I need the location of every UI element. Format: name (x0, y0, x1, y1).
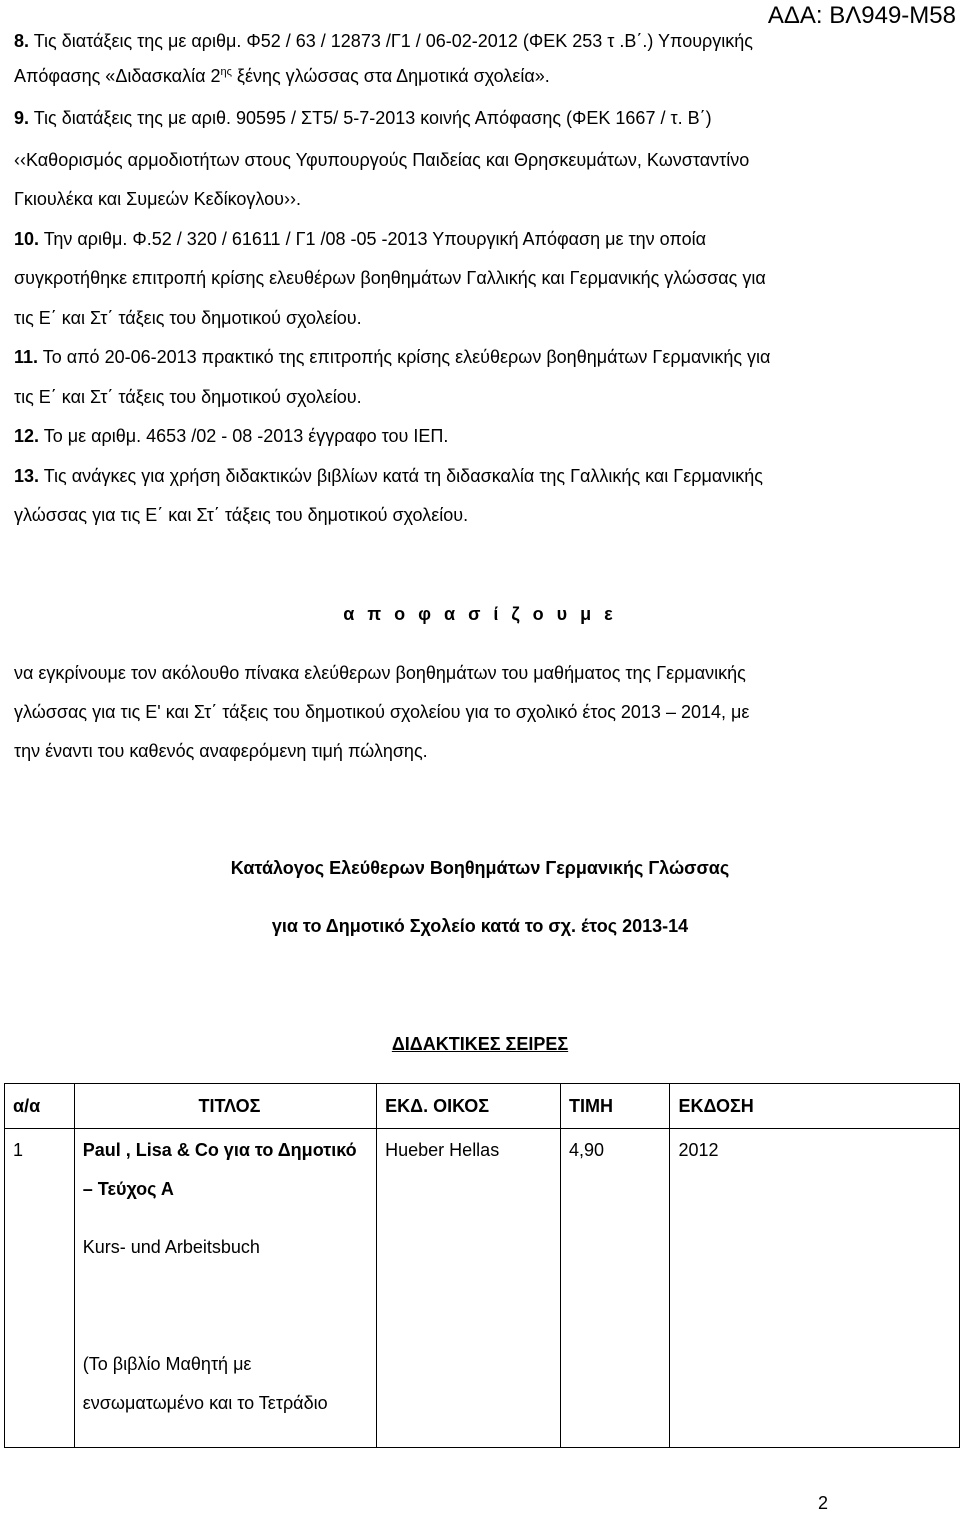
title-bold-line-1: Paul , Lisa & Co για το Δημοτικό (82, 1140, 357, 1160)
item-13-line-1 (14, 466, 763, 487)
item-11-line-1 (14, 347, 770, 368)
cell-publisher: Hueber Hellas (377, 1129, 561, 1448)
item-11-line-2: τις Ε΄ και Στ΄ τάξεις του δημοτικού σχολείου. (14, 387, 362, 407)
item-number: 13. (14, 466, 40, 486)
cell-edition: 2012 (670, 1129, 960, 1448)
item-10-line-3: τις Ε΄ και Στ΄ τάξεις του δημοτικού σχολείου. (14, 308, 362, 328)
cell-num: 1 (5, 1129, 75, 1448)
item-text: Τις διατάξεις της με αριθ. 90595 / ΣΤ5/ 5-7-2013 κοινής Απόφασης (ΦΕΚ 1667 / τ. Β΄) (33, 108, 712, 128)
ada-code: ΑΔΑ: ΒΛ949-Μ58 (767, 2, 956, 29)
title-note-line-1: (Το βιβλίο Μαθητή με (82, 1354, 252, 1374)
header-cell-publisher: ΕΚΔ. ΟΙΚΟΣ (377, 1084, 561, 1129)
catalog-subtitle: για το Δημοτικό Σχολείο κατά το σχ. έτος 2013-14 (271, 916, 689, 936)
item-text: ξένης γλώσσας στα Δημοτικά σχολεία». (231, 66, 550, 86)
decision-line-3: την έναντι του καθενός αναφερόμενη τιμή πώλησης. (14, 741, 428, 761)
item-9-line-3: Γκιουλέκα και Συμεών Κεδίκογλου››. (14, 189, 301, 209)
header-cell-price: ΤΙΜΗ (561, 1084, 670, 1129)
item-number: 9. (14, 108, 30, 128)
table-row (5, 1129, 960, 1448)
decision-heading: α π ο φ α σ ί ζ ο υ μ ε (343, 604, 617, 624)
item-text: Τις διατάξεις της με αριθμ. Φ52 / 63 / 12873 /Γ1 / 06-02-2012 (ΦΕΚ 253 τ .Β΄.) Υπουργικής (33, 31, 753, 51)
item-8-line-2 (14, 66, 550, 87)
header-cell-num: α/α (5, 1084, 75, 1129)
table-header-row (5, 1084, 960, 1129)
item-12-line-1 (14, 426, 448, 447)
title-note-line-2: ενσωματωμένο και το Τετράδιο (82, 1393, 328, 1413)
item-text: Την αριθμ. Φ.52 / 320 / 61611 / Γ1 /08 -05 -2013 Υπουργική Απόφαση με την οποία (39, 229, 707, 249)
item-8-line-1 (14, 31, 753, 52)
catalog-table (4, 1083, 960, 1448)
item-text: Απόφασης «Διδασκαλία 2 (14, 66, 221, 86)
item-number: 12. (14, 426, 40, 446)
catalog-section: ΔΙΔΑΚΤΙΚΕΣ ΣΕΙΡΕΣ (391, 1034, 569, 1054)
item-number: 8. (14, 31, 30, 51)
header-cell-edition: ΕΚΔΟΣΗ (670, 1084, 960, 1129)
title-subtitle: Kurs- und Arbeitsbuch (82, 1237, 260, 1257)
item-text: Το με αριθμ. 4653 /02 - 08 -2013 έγγραφο του ΙΕΠ. (39, 426, 449, 446)
item-13-line-2: γλώσσας για τις Ε΄ και Στ΄ τάξεις του δημοτικού σχολείου. (14, 505, 469, 525)
catalog-title: Κατάλογος Ελεύθερων Βοηθημάτων Γερμανικής Γλώσσας (230, 858, 730, 878)
item-9-line-1 (14, 108, 712, 129)
item-10-line-2: συγκροτήθηκε επιτροπή κρίσης ελευθέρων βοηθημάτων Γαλλικής και Γερμανικής γλώσσας για (14, 268, 766, 288)
page-number: 2 (817, 1493, 828, 1513)
cell-price: 4,90 (561, 1129, 670, 1448)
item-text: Τις ανάγκες για χρήση διδακτικών βιβλίων κατά τη διδασκαλία της Γαλλικής και Γερμανικής (39, 466, 763, 486)
title-bold-line-2: – Τεύχος Α (82, 1179, 174, 1199)
superscript: ης (220, 66, 232, 78)
item-number: 11. (14, 347, 39, 367)
decision-line-2: γλώσσας για τις Ε' και Στ΄ τάξεις του δημοτικού σχολείου για το σχολικό έτος 2013 – 2014, με (14, 702, 750, 722)
header-cell-title: ΤΙΤΛΟΣ (74, 1084, 376, 1129)
item-10-line-1 (14, 229, 706, 250)
item-9-line-2: ‹‹Καθορισμός αρμοδιοτήτων στους Υφυπουργούς Παιδείας και Θρησκευμάτων, Κωνσταντίνο (14, 150, 750, 170)
cell-title (74, 1129, 376, 1448)
decision-line-1: να εγκρίνουμε τον ακόλουθο πίνακα ελεύθερων βοηθημάτων του μαθήματος της Γερμανικής (14, 663, 746, 683)
item-number: 10. (14, 229, 40, 249)
item-text: Το από 20-06-2013 πρακτικό της επιτροπής κρίσης ελεύθερων βοηθημάτων Γερμανικής για (38, 347, 771, 367)
